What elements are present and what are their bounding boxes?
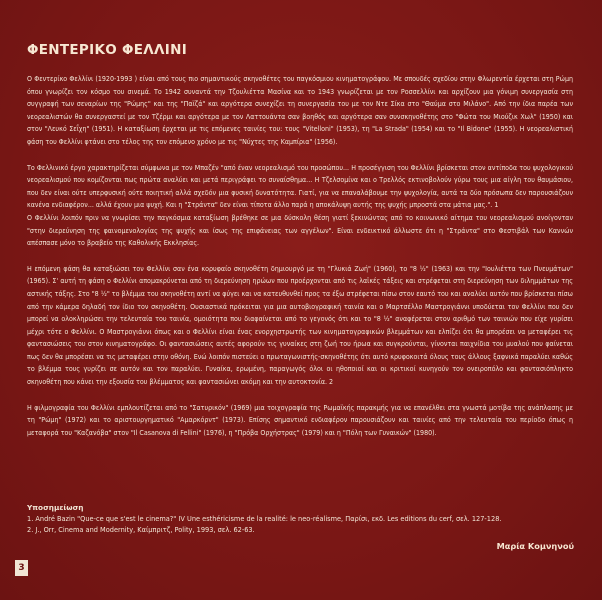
- footnote-1: 1. André Bazin "Que-ce que s'est le cinema?" IV Une esthéricisme de la realité: le neo-réalisme, Παρίσι, εκδ. Les editions du cerf, σελ. 127-128.: [27, 515, 502, 523]
- footnotes-heading: Υποσημείωση: [27, 503, 84, 512]
- paragraph-5: Η φιλμογραφία του Φελλίνι εμπλουτίζεται από το "Σατυρικόν" (1969) μια τοιχογραφία της Ρωμαϊκής παρακμής για να επανέλθει στα γνωστά μοτίβα της ανάπλασης με τη "Ρώμη" (1972) και το αριστουργηματικό "Αμαρκόρντ" (1973). Επίσης σημαντικό ενδιαφέρον παρουσιάζουν και ταινίες από την τελευταία του περίοδο όπως η μεταφορά του "Καζανόβα" στον "Il Casanova di Fellini" (1976), η "Πρόβα Ορχήστρας" (1979) και η "Πόλη των Γυναικών" (1980).: [27, 402, 573, 437]
- page-number: 3: [15, 560, 28, 576]
- footnotes: [27, 502, 573, 536]
- paragraph-2: Το Φελλινικό έργο χαρακτηρίζεται σύμφωνα με τον Μπαζέν "από έναν νεορεαλισμό του προσώπου... Η προσέγγιση του Φελλίνι βρίσκεται στον αντίποδα του ψυχολογικού νεορεαλισμού που κομίζονται πως πρώτα αναλύει και μετά περιγράφει το συναίσθημα... Η Τζελσομίνα και ο Τρελλός εκτινοβολούν γύρω τους μια αίγλη του θαυμάσιου, που δεν είναι ούτε υπερφυσική ούτε ποιητική αλλά σχεδόν μια φυσική δυνατότητα. Γιατί, για να επαναλάβουμε την ψυχολογία, αυτά τα δύο πρόσωπα δεν παρουσιάζουν κανένα ενδιαφέρον... αλλά έχουν μια ψυχή. Και η "Στράντα" δεν είναι τίποτα άλλο παρά η αποκάλυψη αυτής της ψυχής μπροστά στα μάτια μας.". 1: [27, 162, 573, 210]
- paragraph-1: Ο Φεντερίκο Φελλίνι (1920-1993 ) είναι από τους πιο σημαντικούς σκηνοθέτες του παγκόσμιου κινηματογράφου. Με σπουδές σχεδίου στην Φλωρεντία έρχεται στη Ρώμη όπου γνωρίζει τον κόσμο του σινεμά. Το 1942 συναντά την Τζουλιέττα Μασίνα και το 1943 γνωρίζεται με τον Ροσσελλίνι και αρχίζουν μια γόνιμη συνεργασία στη συγγραφή των σεναρίων της "Ρώμης" και της "Παϊζά" και αργότερα συνεχίζει τη συνεργασία του με τον Ντε Σίκα στο "Θαύμα στο Μιλάνο". Από την ίδια παρέα των νεορεαλιστών θα συνεργαστεί με τον Τζέρμι και αργότερα με τον Λαττουάντα σαν βοηθός και αργότερα σαν συνσκηνοθέτης στο "Φώτα του Μιούζικ Χωλ" (1950) και στον "Λευκό Σεΐχη" (1951). Η καταξίωση έρχεται με τις επόμενες ταινίες του: τους "Vitelloni" (1953), τη "La Strada" (1954) και το "Il Bidone" (1955). Η νεορεαλιστική φάση του Φελλίνι φτάνει στο τέλος της τον επόμενο χρόνο με τις "Νύχτες της Καμπίρια" (1956).: [27, 74, 573, 146]
- footnote-2: 2. J., Orr, Cinema and Modernity, Καίμπριτζ, Polity, 1993, σελ. 62-63.: [27, 526, 255, 534]
- paragraph-3: Ο Φελλίνι λοιπόν πριν να γνωρίσει την παγκόσμια καταξίωση βρέθηκε σε μια δύσκολη θέση γιατί ξεκινώντας από το κοινωνικό αίτημα του νεορεαλισμού ανοίγονταν "στην διερεύνηση της φαινομενολογίας της ψυχής και ίσως της επιφάνειας των αγγέλων". Είναι ενδεικτικό άλλωστε ότι η "Στράντα" στο Φεστιβάλ των Καννών απέσπασε μόνο το βραβείο της Καθολικής Εκκλησίας.: [27, 212, 573, 248]
- page-title: ΦΕΝΤΕΡΙΚΟ ΦΕΛΛΙΝΙ: [27, 42, 188, 58]
- paragraph-4: Η επόμενη φάση θα καταξιώσει τον Φελλίνι σαν ένα κορυφαίο σκηνοθέτη δημιουργό με τη "Γλυκιά Ζωή" (1960), το "8 ½" (1963) και την "Ιουλιέττα των Πνευμάτων" (1965). Σ' αυτή τη φάση ο Φελλίνι απομακρύνεται από τη διερεύνηση ηρώων που προέρχονται από τις λαϊκές τάξεις και στρέφεται στη διερεύνηση των διλημμάτων της αστικής τάξης. Στο "8 ½" το βλέμμα του σκηνοθέτη αντί να φύγει και να κατευθυνθεί προς τα έξω στρέφεται πίσω στον εαυτό του και αναλύει αυτόν που βρίσκεται πίσω από την κάμερα δηλαδή τον ίδιο τον σκηνοθέτη. Ουσιαστικά πρόκειται για μια αυτοβιογραφική ταινία και ο Μαρτσέλλο Μαστρογιάννι υποδύεται τον Φελλίνι που δεν μπορεί να ολοκληρώσει την τελευταία του ταινία, ομοιότητα που διαφαίνεται από το γεγονός ότι και το "8 ½" αναφέρεται στον αριθμό των ταινιών που είχε γυρίσει μέχρι τότε ο Φελλίνι. Ο Μαστρογιάννι όπως και ο Φελλίνι είναι ένας ενορχηστρωτής των κινηματογραφικών βλεμμάτων και ελπίζει ότι θα μπορέσει να μεταφέρει τις φαντασιώσεις του στον κινηματογράφο. Οι φαντασιώσεις αυτές αφορούν τις γυναίκες στη ζωή του ήρωα και συγκρούνται, γίνονται παιχνίδια του μυαλού που φαίνεται πως δεν θα μπορέσει να τις μεταφέρει στην οθόνη. Ενώ λοιπόν πιστεύει ο πρωταγωνιστής-σκηνοθέτης ότι αυτό κρυφοκοιτά όλους τους άλλους ξαφνικά παραλύει καθώς το βλέμμα τους γυρίζει σε αυτόν και τον παραλύει. Γυναίκα, ερωμένη, παραγωγός όλοι οι ηθοποιοί και οι κριτικοί κυνηγούν τον ονειροπόλο και φαντασιόπληκτο σκηνοθέτη που κάνει την εξουσία του βλέμματος και φαντασιώνει ακόμη και την αυτοκτονία. 2: [27, 263, 573, 387]
- article-body: [27, 73, 573, 452]
- author-signature: Μαρία Κομνηνού: [496, 541, 574, 551]
